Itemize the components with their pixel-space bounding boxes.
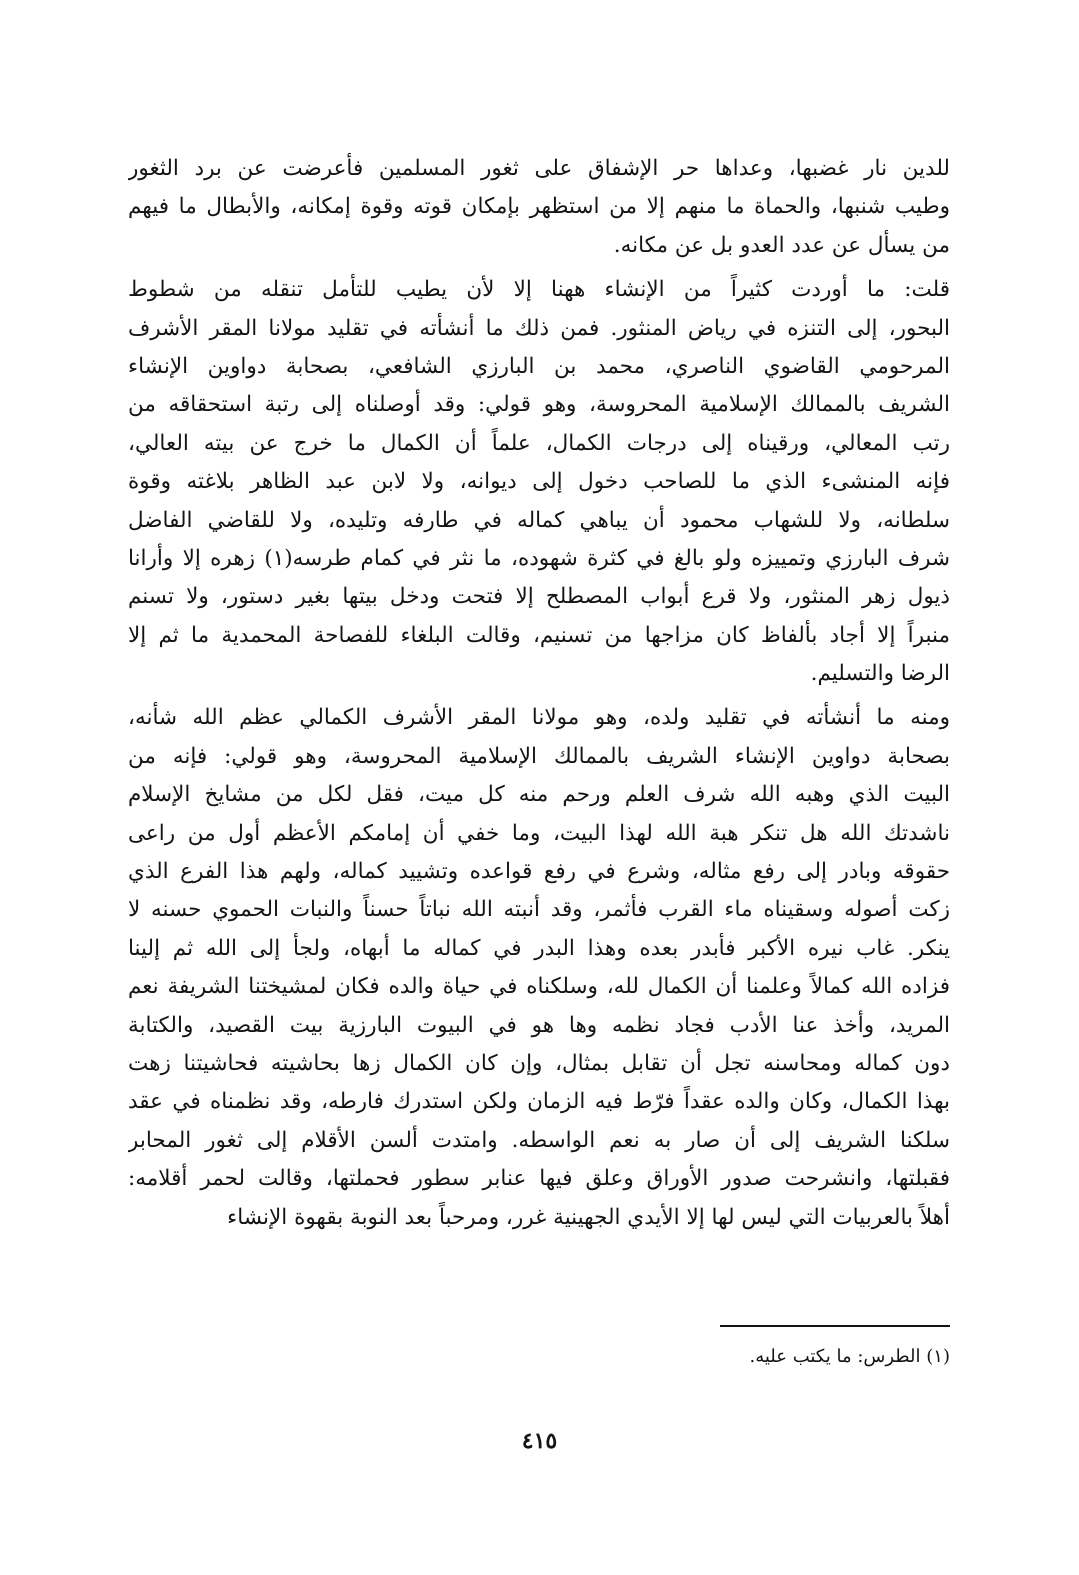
text-line: زكت أصوله وسقيناه ماء القرب فأثمر، وقد أنبته الله نباتاً حسناً والنبات الحموي حسنه لا: [128, 897, 950, 923]
text-line: دون كماله ومحاسنه تجل أن تقابل بمثال، وإن كان الكمال زها بحاشيته فحاشيتنا زهت: [128, 1050, 950, 1076]
text-line: الرضا والتسليم.: [810, 661, 950, 687]
footnote-separator: [720, 1325, 950, 1327]
main-text: [128, 150, 950, 1237]
text-line: منبراً إلا أجاد بألفاظ كان مزاجها من تسنيم، وقالت البلغاء للفصاحة المحمدية ما ثم إلا: [128, 622, 950, 648]
text-line: ناشدتك الله هل تنكر هبة الله لهذا البيت، وما خفي أن إمامكم الأعظم أول من راعى: [128, 820, 950, 846]
text-line: للدين نار غضبها، وعداها حر الإشفاق على ثغور المسلمين فأعرضت عن برد الثغور: [128, 156, 950, 181]
text-line: ذيول زهر المنثور، ولا قرع أبواب المصطلح إلا فتحت ودخل بيتها بغير دستور، ولا تسنم: [128, 584, 950, 610]
text-line: المرحومي القاضوي الناصري، محمد بن البارزي الشافعي، بصحابة دواوين الإنشاء: [128, 353, 950, 379]
text-line: قلت: ما أوردت كثيراً من الإنشاء ههنا إلا لأن يطيب للتأمل تنقله من شطوط: [128, 277, 950, 303]
text-line: من يسأل عن عدد العدو بل عن مكانه.: [613, 232, 950, 258]
text-line: بصحابة دواوين الإنشاء الشريف بالممالك الإسلامية المحروسة، وهو قولي: فإنه من: [128, 743, 950, 769]
text-line: وطيب شنبها، والحماة ما منهم إلا من استظهر بإمكان قوته وقوة إمكانه، والأبطال ما فيهم: [128, 194, 950, 220]
text-line: سلطانه، ولا للشهاب محمود أن يباهي كماله في طارفه وتليده، ولا للقاضي الفاضل: [128, 507, 950, 533]
footnote: (١) الطرس: ما يكتب عليه.: [749, 1346, 950, 1367]
text-line: فقبلتها، وانشرحت صدور الأوراق وعلق فيها عنابر سطور فحملتها، وقالت لحمر أقلامه:: [128, 1166, 950, 1192]
text-line: ينكر. غاب نيره الأكبر فأبدر بعده وهذا البدر في كماله ما أبهاه، ولجأ إلى الله ثم إلينا: [128, 935, 950, 961]
paragraph: [128, 271, 950, 693]
text-line: سلكنا الشريف إلى أن صار به نعم الواسطه. وامتدت ألسن الأقلام إلى ثغور المحابر: [128, 1127, 950, 1153]
text-line: شرف البارزي وتمييزه ولو بالغ في كثرة شهوده، ما نثر في كمام طرسه(١) زهره إلا وأرانا: [128, 545, 950, 571]
text-line: فزاده الله كمالاً وعلمنا أن الكمال لله، وسلكناه في حياة والده فكان لمشيختنا الشريفة نعم: [128, 974, 950, 1000]
text-line: البحور، إلى التنزه في رياض المنثور. فمن ذلك ما أنشأته في تقليد مولانا المقر الأشرف: [128, 315, 950, 341]
text-line: أهلاً بالعربيات التي ليس لها إلا الأيدي الجهينية غرر، ومرحباً بعد النوبة بقهوة الإنشاء: [227, 1204, 950, 1230]
text-line: رتب المعالي، ورقيناه إلى درجات الكمال، علماً أن الكمال ما خرج عن بيته العالي،: [128, 430, 950, 456]
paragraph: [128, 699, 950, 1236]
text-line: الشريف بالممالك الإسلامية المحروسة، وهو قولي: وقد أوصلناه إلى رتبة استحقاقه من: [128, 392, 950, 418]
text-line: فإنه المنشىء الذي ما للصاحب دخول إلى ديوانه، ولا لابن عبد الظاهر بلاغته وقوة: [128, 469, 950, 495]
text-line: ومنه ما أنشأته في تقليد ولده، وهو مولانا المقر الأشرف الكمالي عظم الله شأنه،: [128, 705, 950, 731]
text-line: حقوقه وبادر إلى رفع مثاله، وشرع في رفع قواعده وتشييد كماله، ولهم هذا الفرع الذي: [128, 859, 950, 885]
text-line: البيت الذي وهبه الله شرف العلم ورحم منه كل ميت، فقل لكل من مشايخ الإسلام: [128, 782, 950, 808]
page-number: ٤١٥: [521, 1428, 558, 1454]
paragraph: [128, 150, 950, 265]
text-line: بهذا الكمال، وكان والده عقداً فرّط فيه الزمان ولكن استدرك فارطه، وقد نظمناه في عقد: [128, 1089, 950, 1115]
text-line: المريد، وأخذ عنا الأدب فجاد نظمه وها هو في البيوت البارزية بيت القصيد، والكتابة: [128, 1012, 950, 1038]
